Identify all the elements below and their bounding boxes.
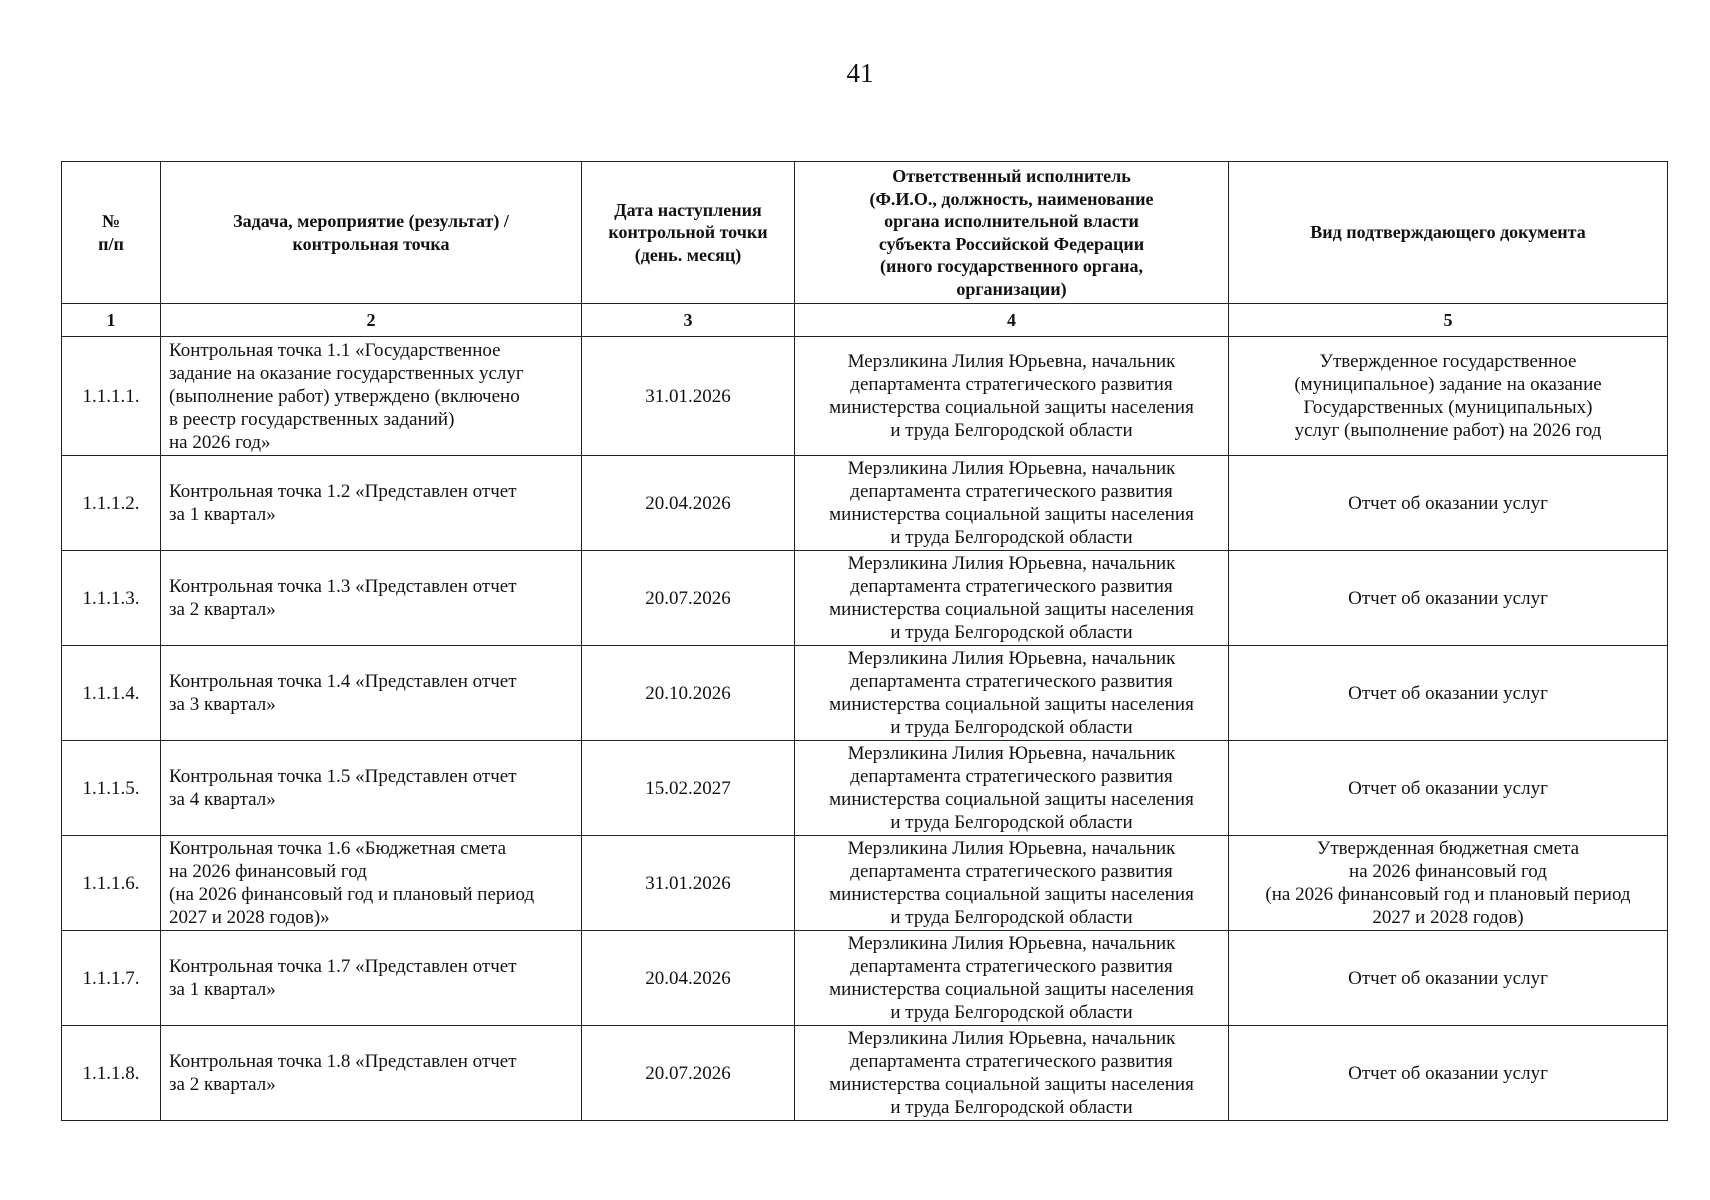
row-number: 1.1.1.6. [62,836,161,931]
date-cell: 20.04.2026 [582,931,795,1026]
document-cell: Утвержденная бюджетная смета на 2026 финансовый год (на 2026 финансовый год и плановый период 2027 и 2028 годов) [1229,836,1668,931]
table-body [62,337,1668,1121]
task-cell: Контрольная точка 1.2 «Представлен отчет за 1 квартал» [161,456,582,551]
date-cell: 20.07.2026 [582,551,795,646]
header-date: Дата наступления контрольной точки (день. месяц) [582,162,795,304]
executor-cell: Мерзликина Лилия Юрьевна, начальник департамента стратегического развития министерства социальной защиты населения и труда Белгородской области [795,1026,1229,1121]
header-document: Вид подтверждающего документа [1229,162,1668,304]
header-executor: Ответственный исполнитель (Ф.И.О., должность, наименование органа исполнительной власти субъекта Российской Федерации (иного государственного органа, организации) [795,162,1229,304]
document-cell: Отчет об оказании услуг [1229,741,1668,836]
row-number: 1.1.1.8. [62,1026,161,1121]
document-cell: Отчет об оказании услуг [1229,646,1668,741]
row-number: 1.1.1.3. [62,551,161,646]
executor-cell: Мерзликина Лилия Юрьевна, начальник департамента стратегического развития министерства социальной защиты населения и труда Белгородской области [795,646,1229,741]
task-cell: Контрольная точка 1.7 «Представлен отчет за 1 квартал» [161,931,582,1026]
column-number: 1 [62,304,161,337]
executor-cell: Мерзликина Лилия Юрьевна, начальник департамента стратегического развития министерства социальной защиты населения и труда Белгородской области [795,456,1229,551]
page-number: 41 [846,58,874,88]
document-cell: Отчет об оказании услуг [1229,931,1668,1026]
document-cell: Утвержденное государственное (муниципальное) задание на оказание Государственных (муниципальных) услуг (выполнение работ) на 2026 год [1229,337,1668,456]
task-cell: Контрольная точка 1.4 «Представлен отчет за 3 квартал» [161,646,582,741]
table-row [62,646,1668,741]
table-row [62,551,1668,646]
executor-cell: Мерзликина Лилия Юрьевна, начальник департамента стратегического развития министерства социальной защиты населения и труда Белгородской области [795,741,1229,836]
table-row [62,1026,1668,1121]
document-cell: Отчет об оказании услуг [1229,1026,1668,1121]
date-cell: 20.04.2026 [582,456,795,551]
task-cell: Контрольная точка 1.8 «Представлен отчет за 2 квартал» [161,1026,582,1121]
row-number: 1.1.1.4. [62,646,161,741]
column-number: 4 [795,304,1229,337]
control-points-table [61,161,1668,1121]
document-cell: Отчет об оказании услуг [1229,551,1668,646]
date-cell: 20.10.2026 [582,646,795,741]
executor-cell: Мерзликина Лилия Юрьевна, начальник департамента стратегического развития министерства социальной защиты населения и труда Белгородской области [795,931,1229,1026]
table-row [62,836,1668,931]
row-number: 1.1.1.2. [62,456,161,551]
column-number: 3 [582,304,795,337]
row-number: 1.1.1.1. [62,337,161,456]
date-cell: 20.07.2026 [582,1026,795,1121]
task-cell: Контрольная точка 1.3 «Представлен отчет за 2 квартал» [161,551,582,646]
column-number-row [62,304,1668,337]
executor-cell: Мерзликина Лилия Юрьевна, начальник департамента стратегического развития министерства социальной защиты населения и труда Белгородской области [795,337,1229,456]
date-cell: 15.02.2027 [582,741,795,836]
header-num: № п/п [62,162,161,304]
date-cell: 31.01.2026 [582,836,795,931]
date-cell: 31.01.2026 [582,337,795,456]
task-cell: Контрольная точка 1.1 «Государственное задание на оказание государственных услуг (выполнение работ) утверждено (включено в реестр государственных заданий) на 2026 год» [161,337,582,456]
executor-cell: Мерзликина Лилия Юрьевна, начальник департамента стратегического развития министерства социальной защиты населения и труда Белгородской области [795,551,1229,646]
row-number: 1.1.1.5. [62,741,161,836]
header-task: Задача, мероприятие (результат) / контрольная точка [161,162,582,304]
task-cell: Контрольная точка 1.6 «Бюджетная смета на 2026 финансовый год (на 2026 финансовый год и плановый период 2027 и 2028 годов)» [161,836,582,931]
table-row [62,456,1668,551]
column-number: 5 [1229,304,1668,337]
header-row [62,162,1668,304]
executor-cell: Мерзликина Лилия Юрьевна, начальник департамента стратегического развития министерства социальной защиты населения и труда Белгородской области [795,836,1229,931]
row-number: 1.1.1.7. [62,931,161,1026]
table-row [62,741,1668,836]
table-row [62,931,1668,1026]
column-number: 2 [161,304,582,337]
task-cell: Контрольная точка 1.5 «Представлен отчет за 4 квартал» [161,741,582,836]
table-row [62,337,1668,456]
document-cell: Отчет об оказании услуг [1229,456,1668,551]
